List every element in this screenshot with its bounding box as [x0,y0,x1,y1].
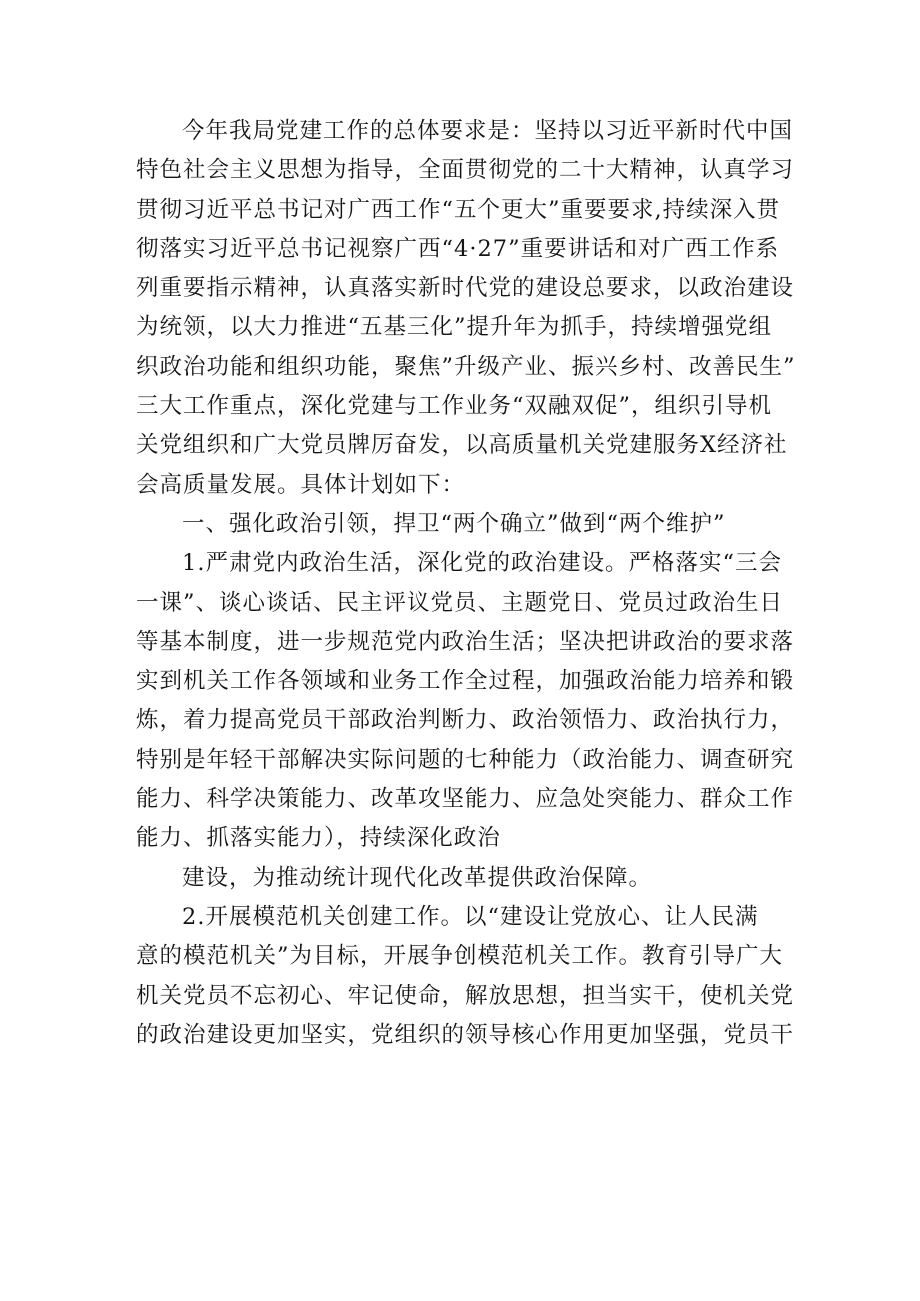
text-line: 贯彻习近平总书记对广西工作“五个更大”重要要求,持续深入贯 [136,196,781,223]
text-line: 炼，着力提高党员干部政治判断力、政治领悟力、政治执行力， [136,707,795,734]
text-line: 机关党员不忘初心、牢记使命，解放思想，担当实干，使机关党 [136,982,795,1009]
text-line: 特别是年轻干部解决实际问题的七种能力（政治能力、调查研究 [136,746,795,773]
text-line: 的政治建设更加坚实，党组织的领导核心作用更加坚强，党员干 [136,1021,795,1048]
text-line: 能力、科学决策能力、改革攻坚能力、应急处突能力、群众工作 [136,786,795,813]
text-line: 织政治功能和组织功能，聚焦”升级产业、振兴乡村、改善民生” [136,353,796,380]
text-line: 彻落实习近平总书记视察广西“4·27”重要讲话和对广西工作系 [136,235,780,262]
item-1-paragraph [136,544,796,858]
text-line: 三大工作重点，深化党建与工作业务“双融双促”，组织引导机 [136,393,773,420]
section-heading [136,505,796,544]
text-line: 实到机关工作各领域和业务工作全过程，加强政治能力培养和锻 [136,668,795,695]
heading-line: 一、强化政治引领，捍卫“两个确立”做到“两个维护” [182,510,726,537]
text-line: 2.开展模范机关创建工作。以“建设让党放心、让人民满 [182,903,759,930]
document-body [136,112,796,1055]
text-line: 意的模范机关”为目标，开展争创模范机关工作。教育引导广大 [136,943,784,970]
text-line: 建设，为推动统计现代化改革提供政治保障。 [182,864,653,891]
text-line: 今年我局党建工作的总体要求是：坚持以习近平新时代中国 [182,118,794,144]
text-line: 一课”、谈心谈话、民主评议党员、主题党日、党员过政治生日 [136,589,784,616]
item-1-continuation [136,859,796,898]
text-line: 能力、抓落实能力），持续深化政治 [136,825,501,852]
text-line: 1.严肃党内政治生活，深化党的政治建设。严格落实“三会 [182,550,782,577]
text-line: 关党组织和广大党员牌厉奋发，以高质量机关党建服务X经济社 [136,432,788,459]
intro-paragraph [136,112,796,505]
text-line: 为统领，以大力推进“五基三化”提升年为抓手，持续增强党组 [136,314,773,341]
text-line: 会高质量发展。具体计划如下： [136,471,466,498]
text-line: 特色社会主义思想为指导，全面贯彻党的二十大精神，认真学习 [136,157,795,184]
text-line: 列重要指示精神，认真落实新时代党的建设总要求，以政治建设 [136,275,795,302]
item-2-paragraph [136,898,796,1055]
text-line: 等基本制度，进一步规范党内政治生活；坚决把讲政治的要求落 [136,628,795,655]
